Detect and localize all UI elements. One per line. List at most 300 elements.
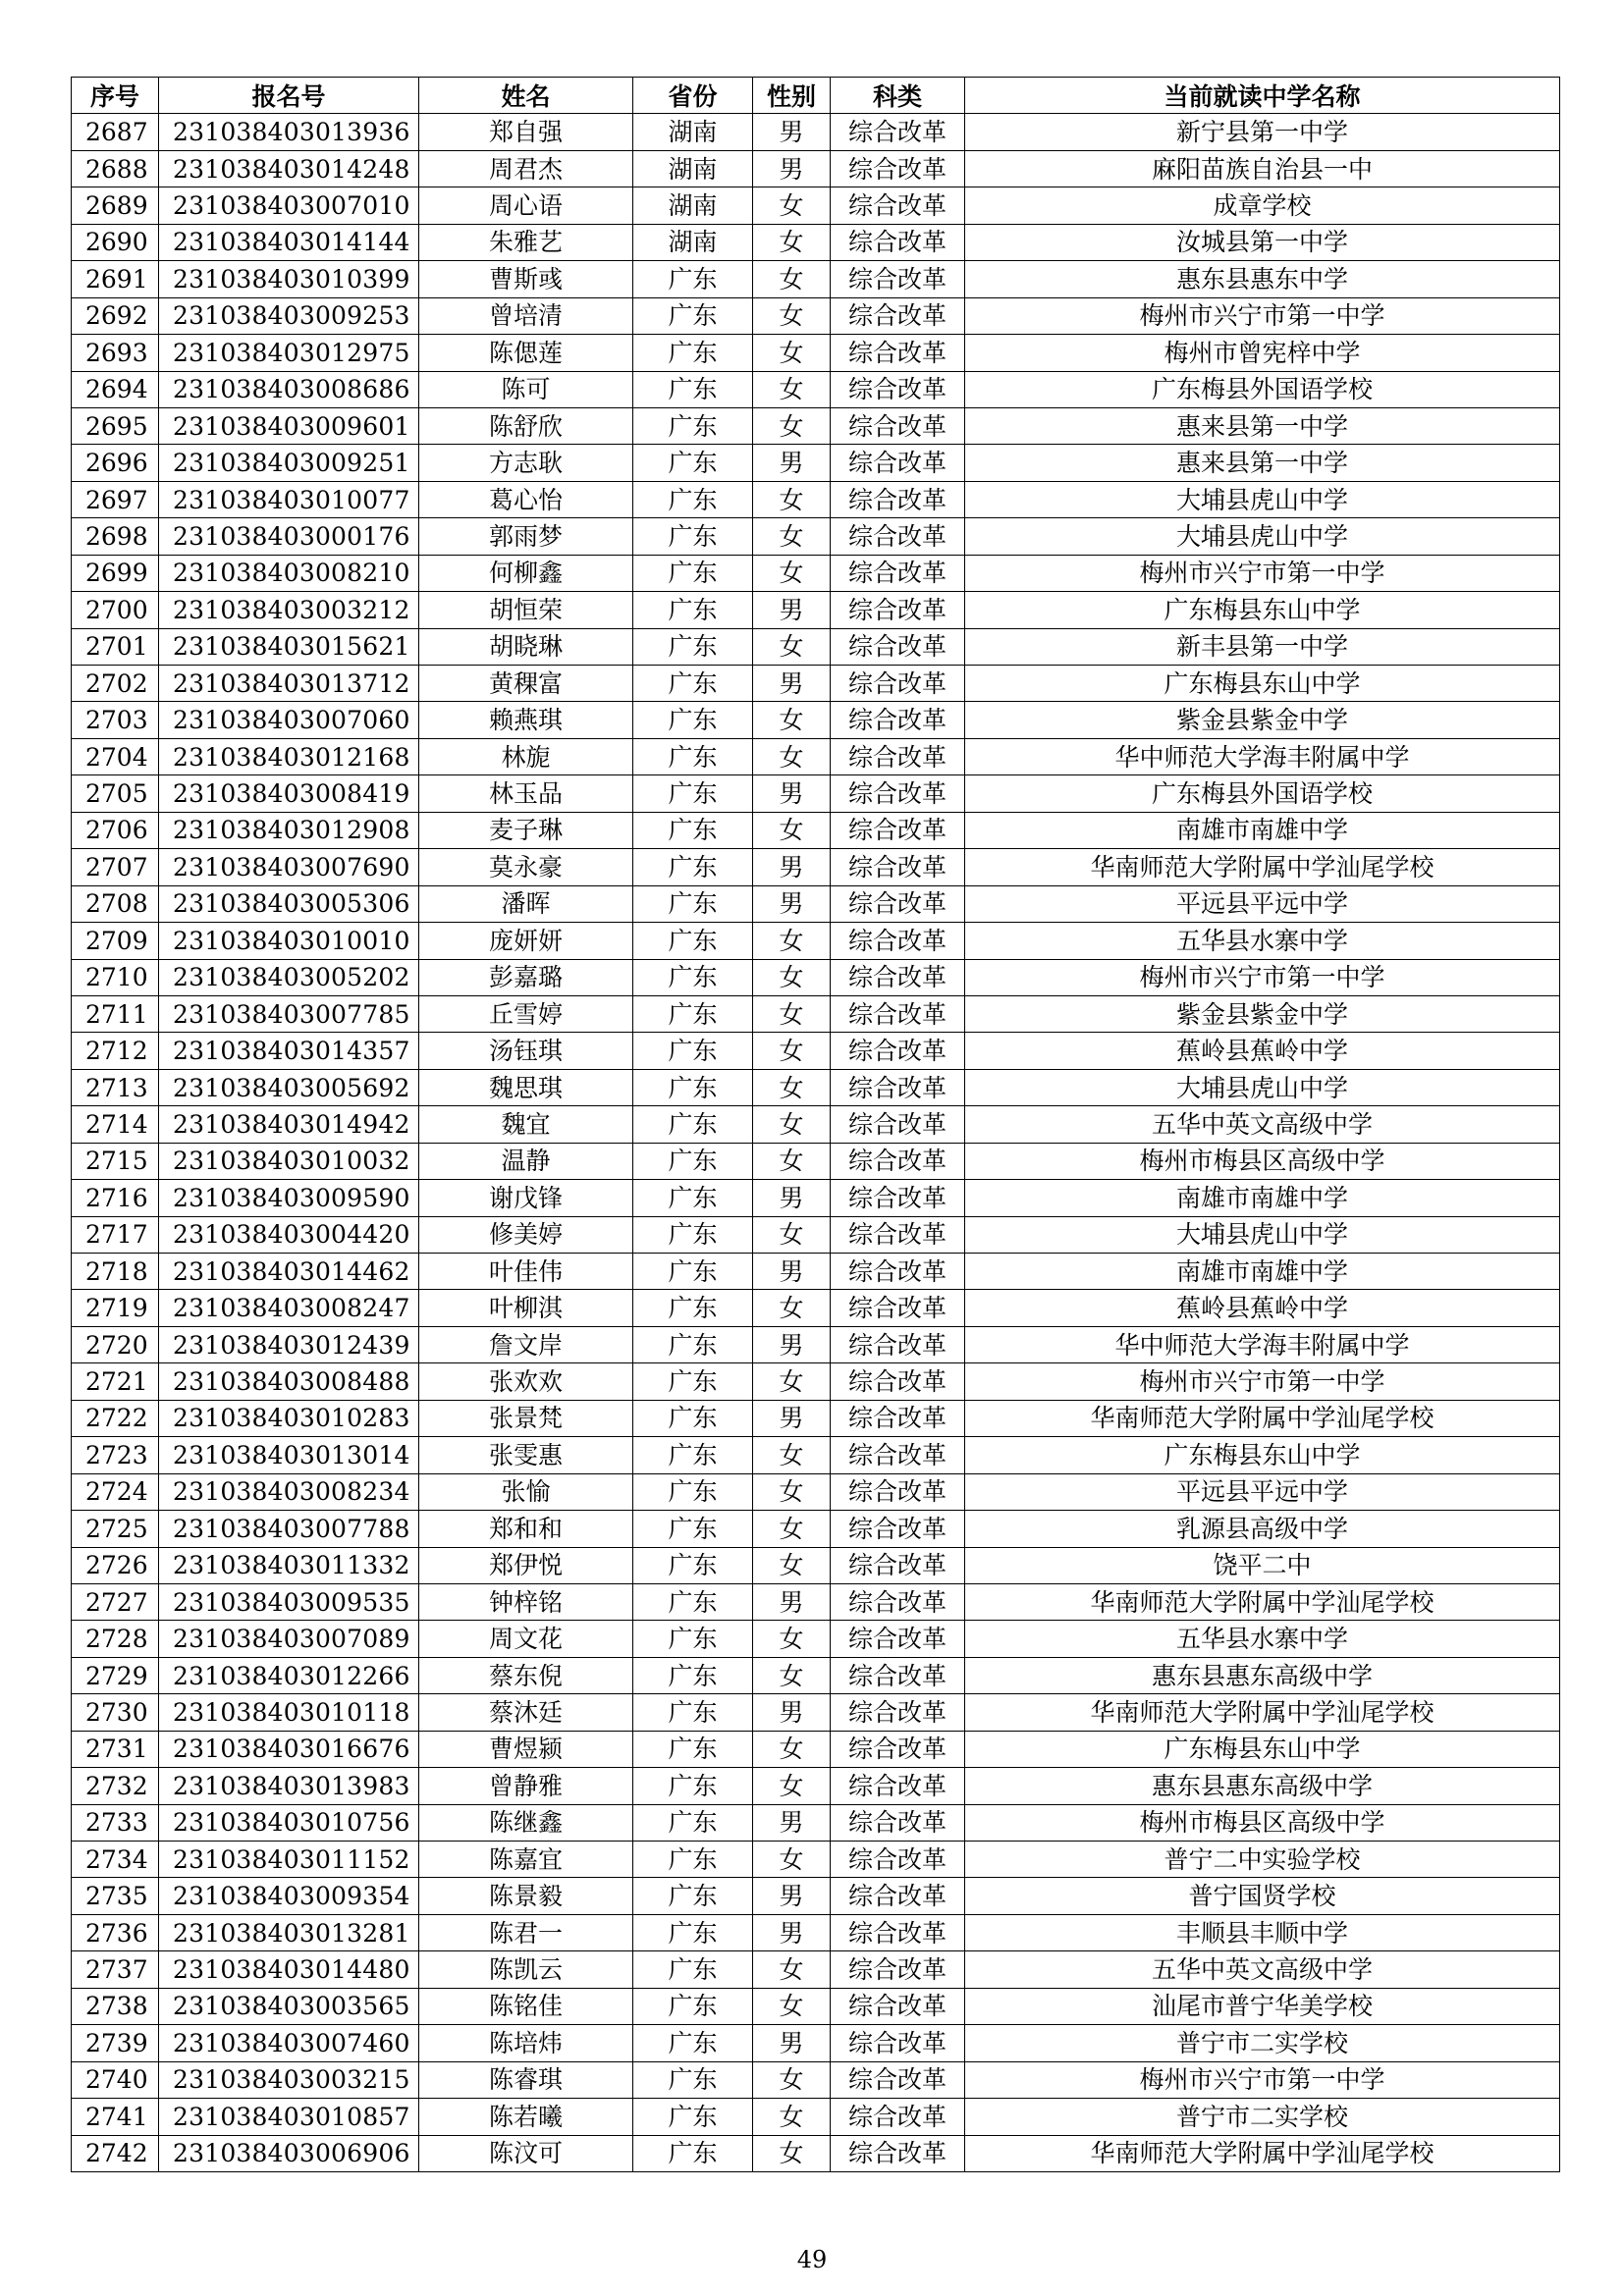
cell-province: 广东 bbox=[633, 1106, 753, 1143]
cell-gender: 女 bbox=[753, 1547, 831, 1583]
table-row bbox=[72, 775, 1560, 812]
cell-registration-no: 231038403005306 bbox=[159, 885, 419, 922]
cell-subject: 综合改革 bbox=[831, 224, 965, 260]
admission-list-table bbox=[71, 77, 1560, 2172]
cell-registration-no: 231038403010010 bbox=[159, 923, 419, 959]
cell-registration-no: 231038403000176 bbox=[159, 518, 419, 555]
cell-name: 修美婷 bbox=[419, 1216, 633, 1253]
cell-subject: 综合改革 bbox=[831, 1216, 965, 1253]
cell-school: 平远县平远中学 bbox=[965, 885, 1560, 922]
cell-registration-no: 231038403010077 bbox=[159, 481, 419, 517]
table-row bbox=[72, 1106, 1560, 1143]
cell-school: 广东梅县东山中学 bbox=[965, 666, 1560, 702]
cell-school: 五华县水寨中学 bbox=[965, 1621, 1560, 1657]
cell-seq: 2718 bbox=[72, 1254, 159, 1290]
cell-gender: 女 bbox=[753, 2135, 831, 2171]
cell-seq: 2695 bbox=[72, 407, 159, 444]
cell-name: 陈偲莲 bbox=[419, 335, 633, 371]
cell-name: 陈铭佳 bbox=[419, 1988, 633, 2024]
cell-registration-no: 231038403003212 bbox=[159, 592, 419, 628]
cell-school: 华中师范大学海丰附属中学 bbox=[965, 738, 1560, 774]
cell-registration-no: 231038403016676 bbox=[159, 1731, 419, 1767]
cell-name: 周心语 bbox=[419, 187, 633, 224]
cell-gender: 男 bbox=[753, 1804, 831, 1841]
cell-registration-no: 231038403015621 bbox=[159, 628, 419, 665]
cell-name: 周君杰 bbox=[419, 150, 633, 187]
cell-name: 张欢欢 bbox=[419, 1363, 633, 1400]
cell-name: 赖燕琪 bbox=[419, 702, 633, 738]
cell-registration-no: 231038403009253 bbox=[159, 297, 419, 334]
cell-name: 周文花 bbox=[419, 1621, 633, 1657]
cell-name: 魏思琪 bbox=[419, 1069, 633, 1105]
header-gender: 性别 bbox=[753, 78, 831, 114]
cell-gender: 女 bbox=[753, 1290, 831, 1326]
cell-school: 广东梅县外国语学校 bbox=[965, 371, 1560, 407]
cell-seq: 2713 bbox=[72, 1069, 159, 1105]
cell-seq: 2723 bbox=[72, 1437, 159, 1473]
cell-gender: 女 bbox=[753, 1069, 831, 1105]
cell-seq: 2717 bbox=[72, 1216, 159, 1253]
cell-province: 广东 bbox=[633, 923, 753, 959]
cell-subject: 综合改革 bbox=[831, 1511, 965, 1547]
cell-gender: 男 bbox=[753, 1180, 831, 1216]
cell-subject: 综合改革 bbox=[831, 666, 965, 702]
cell-province: 广东 bbox=[633, 812, 753, 848]
cell-name: 曾培清 bbox=[419, 297, 633, 334]
cell-subject: 综合改革 bbox=[831, 1033, 965, 1069]
cell-province: 广东 bbox=[633, 481, 753, 517]
cell-school: 华中师范大学海丰附属中学 bbox=[965, 1326, 1560, 1362]
cell-name: 温静 bbox=[419, 1143, 633, 1179]
cell-registration-no: 231038403008488 bbox=[159, 1363, 419, 1400]
cell-province: 广东 bbox=[633, 1216, 753, 1253]
cell-subject: 综合改革 bbox=[831, 555, 965, 591]
table-row bbox=[72, 1547, 1560, 1583]
cell-seq: 2737 bbox=[72, 1951, 159, 1988]
cell-subject: 综合改革 bbox=[831, 1583, 965, 1620]
cell-name: 谢戊锋 bbox=[419, 1180, 633, 1216]
cell-name: 张愉 bbox=[419, 1473, 633, 1510]
cell-subject: 综合改革 bbox=[831, 1437, 965, 1473]
cell-school: 平远县平远中学 bbox=[965, 1473, 1560, 1510]
cell-subject: 综合改革 bbox=[831, 923, 965, 959]
cell-gender: 男 bbox=[753, 592, 831, 628]
cell-province: 广东 bbox=[633, 775, 753, 812]
cell-registration-no: 231038403004420 bbox=[159, 1216, 419, 1253]
table-row bbox=[72, 592, 1560, 628]
cell-registration-no: 231038403012439 bbox=[159, 1326, 419, 1362]
cell-registration-no: 231038403008247 bbox=[159, 1290, 419, 1326]
cell-seq: 2687 bbox=[72, 114, 159, 150]
cell-name: 葛心怡 bbox=[419, 481, 633, 517]
cell-registration-no: 231038403009601 bbox=[159, 407, 419, 444]
cell-registration-no: 231038403008210 bbox=[159, 555, 419, 591]
cell-school: 汕尾市普宁华美学校 bbox=[965, 1988, 1560, 2024]
cell-school: 成章学校 bbox=[965, 187, 1560, 224]
header-name: 姓名 bbox=[419, 78, 633, 114]
cell-seq: 2740 bbox=[72, 2061, 159, 2098]
table-row bbox=[72, 407, 1560, 444]
cell-gender: 女 bbox=[753, 1106, 831, 1143]
cell-school: 普宁市二实学校 bbox=[965, 2025, 1560, 2061]
table-row bbox=[72, 738, 1560, 774]
cell-seq: 2706 bbox=[72, 812, 159, 848]
cell-province: 广东 bbox=[633, 959, 753, 995]
cell-gender: 女 bbox=[753, 261, 831, 297]
table-row bbox=[72, 1254, 1560, 1290]
cell-school: 惠东县惠东高级中学 bbox=[965, 1657, 1560, 1693]
cell-gender: 女 bbox=[753, 628, 831, 665]
cell-province: 湖南 bbox=[633, 187, 753, 224]
cell-subject: 综合改革 bbox=[831, 1290, 965, 1326]
cell-gender: 女 bbox=[753, 995, 831, 1032]
cell-province: 广东 bbox=[633, 1988, 753, 2024]
table-row bbox=[72, 518, 1560, 555]
cell-gender: 女 bbox=[753, 1731, 831, 1767]
header-row bbox=[72, 78, 1560, 114]
cell-school: 梅州市曾宪梓中学 bbox=[965, 335, 1560, 371]
cell-school: 华南师范大学附属中学汕尾学校 bbox=[965, 1583, 1560, 1620]
cell-name: 陈若曦 bbox=[419, 2099, 633, 2135]
table-row bbox=[72, 1842, 1560, 1878]
cell-registration-no: 231038403010857 bbox=[159, 2099, 419, 2135]
cell-province: 广东 bbox=[633, 1326, 753, 1362]
cell-province: 广东 bbox=[633, 1180, 753, 1216]
cell-seq: 2727 bbox=[72, 1583, 159, 1620]
cell-province: 广东 bbox=[633, 518, 753, 555]
cell-subject: 综合改革 bbox=[831, 1400, 965, 1436]
cell-province: 广东 bbox=[633, 1254, 753, 1290]
cell-school: 南雄市南雄中学 bbox=[965, 1180, 1560, 1216]
table-row bbox=[72, 1400, 1560, 1436]
cell-gender: 女 bbox=[753, 702, 831, 738]
cell-registration-no: 231038403007788 bbox=[159, 1511, 419, 1547]
cell-name: 莫永豪 bbox=[419, 849, 633, 885]
table-row bbox=[72, 297, 1560, 334]
cell-province: 广东 bbox=[633, 261, 753, 297]
cell-seq: 2732 bbox=[72, 1768, 159, 1804]
table-row bbox=[72, 1694, 1560, 1731]
cell-school: 新宁县第一中学 bbox=[965, 114, 1560, 150]
cell-seq: 2691 bbox=[72, 261, 159, 297]
cell-name: 叶柳淇 bbox=[419, 1290, 633, 1326]
cell-name: 陈舒欣 bbox=[419, 407, 633, 444]
cell-subject: 综合改革 bbox=[831, 1143, 965, 1179]
cell-school: 华南师范大学附属中学汕尾学校 bbox=[965, 1694, 1560, 1731]
cell-province: 广东 bbox=[633, 1804, 753, 1841]
cell-registration-no: 231038403009251 bbox=[159, 445, 419, 481]
table-row bbox=[72, 1988, 1560, 2024]
cell-subject: 综合改革 bbox=[831, 2135, 965, 2171]
cell-seq: 2739 bbox=[72, 2025, 159, 2061]
cell-name: 陈嘉宜 bbox=[419, 1842, 633, 1878]
cell-province: 广东 bbox=[633, 1473, 753, 1510]
cell-registration-no: 231038403007785 bbox=[159, 995, 419, 1032]
table-row bbox=[72, 1951, 1560, 1988]
cell-seq: 2728 bbox=[72, 1621, 159, 1657]
table-row bbox=[72, 224, 1560, 260]
cell-province: 广东 bbox=[633, 1657, 753, 1693]
table-row bbox=[72, 1914, 1560, 1950]
cell-subject: 综合改革 bbox=[831, 371, 965, 407]
cell-school: 大埔县虎山中学 bbox=[965, 481, 1560, 517]
cell-province: 广东 bbox=[633, 592, 753, 628]
cell-seq: 2690 bbox=[72, 224, 159, 260]
table-row bbox=[72, 1216, 1560, 1253]
cell-registration-no: 231038403007010 bbox=[159, 187, 419, 224]
cell-subject: 综合改革 bbox=[831, 187, 965, 224]
cell-registration-no: 231038403009354 bbox=[159, 1878, 419, 1914]
cell-seq: 2703 bbox=[72, 702, 159, 738]
cell-name: 詹文岸 bbox=[419, 1326, 633, 1362]
cell-gender: 男 bbox=[753, 1400, 831, 1436]
cell-subject: 综合改革 bbox=[831, 1657, 965, 1693]
cell-school: 蕉岭县蕉岭中学 bbox=[965, 1290, 1560, 1326]
cell-registration-no: 231038403007690 bbox=[159, 849, 419, 885]
cell-seq: 2738 bbox=[72, 1988, 159, 2024]
cell-seq: 2726 bbox=[72, 1547, 159, 1583]
cell-name: 庞妍妍 bbox=[419, 923, 633, 959]
cell-province: 广东 bbox=[633, 555, 753, 591]
cell-subject: 综合改革 bbox=[831, 1363, 965, 1400]
cell-name: 郭雨梦 bbox=[419, 518, 633, 555]
table-row bbox=[72, 2025, 1560, 2061]
cell-subject: 综合改革 bbox=[831, 592, 965, 628]
cell-gender: 女 bbox=[753, 555, 831, 591]
table-row bbox=[72, 371, 1560, 407]
cell-subject: 综合改革 bbox=[831, 335, 965, 371]
cell-seq: 2711 bbox=[72, 995, 159, 1032]
cell-gender: 男 bbox=[753, 666, 831, 702]
cell-subject: 综合改革 bbox=[831, 1914, 965, 1950]
cell-school: 广东梅县东山中学 bbox=[965, 1731, 1560, 1767]
cell-subject: 综合改革 bbox=[831, 1731, 965, 1767]
cell-name: 陈景毅 bbox=[419, 1878, 633, 1914]
cell-name: 陈培炜 bbox=[419, 2025, 633, 2061]
cell-subject: 综合改革 bbox=[831, 1069, 965, 1105]
cell-school: 梅州市兴宁市第一中学 bbox=[965, 2061, 1560, 2098]
cell-registration-no: 231038403007460 bbox=[159, 2025, 419, 2061]
cell-gender: 男 bbox=[753, 849, 831, 885]
cell-school: 五华中英文高级中学 bbox=[965, 1106, 1560, 1143]
cell-subject: 综合改革 bbox=[831, 2025, 965, 2061]
cell-seq: 2720 bbox=[72, 1326, 159, 1362]
cell-name: 叶佳伟 bbox=[419, 1254, 633, 1290]
cell-registration-no: 231038403010032 bbox=[159, 1143, 419, 1179]
cell-seq: 2694 bbox=[72, 371, 159, 407]
cell-name: 蔡沐廷 bbox=[419, 1694, 633, 1731]
table-row bbox=[72, 1768, 1560, 1804]
cell-school: 南雄市南雄中学 bbox=[965, 1254, 1560, 1290]
cell-registration-no: 231038403005202 bbox=[159, 959, 419, 995]
cell-seq: 2735 bbox=[72, 1878, 159, 1914]
cell-subject: 综合改革 bbox=[831, 959, 965, 995]
cell-province: 广东 bbox=[633, 885, 753, 922]
cell-gender: 女 bbox=[753, 1951, 831, 1988]
cell-subject: 综合改革 bbox=[831, 2099, 965, 2135]
cell-school: 梅州市兴宁市第一中学 bbox=[965, 297, 1560, 334]
cell-gender: 女 bbox=[753, 1768, 831, 1804]
cell-seq: 2742 bbox=[72, 2135, 159, 2171]
table-row bbox=[72, 1363, 1560, 1400]
header-subject: 科类 bbox=[831, 78, 965, 114]
cell-gender: 男 bbox=[753, 445, 831, 481]
cell-province: 广东 bbox=[633, 2061, 753, 2098]
cell-gender: 女 bbox=[753, 1216, 831, 1253]
cell-seq: 2700 bbox=[72, 592, 159, 628]
cell-name: 蔡东倪 bbox=[419, 1657, 633, 1693]
cell-gender: 女 bbox=[753, 959, 831, 995]
cell-province: 广东 bbox=[633, 297, 753, 334]
cell-registration-no: 231038403013712 bbox=[159, 666, 419, 702]
cell-province: 广东 bbox=[633, 1694, 753, 1731]
cell-registration-no: 231038403014480 bbox=[159, 1951, 419, 1988]
cell-school: 普宁二中实验学校 bbox=[965, 1842, 1560, 1878]
cell-name: 郑伊悦 bbox=[419, 1547, 633, 1583]
cell-name: 陈汶可 bbox=[419, 2135, 633, 2171]
cell-seq: 2696 bbox=[72, 445, 159, 481]
cell-province: 广东 bbox=[633, 1731, 753, 1767]
cell-gender: 女 bbox=[753, 2061, 831, 2098]
cell-name: 陈继鑫 bbox=[419, 1804, 633, 1841]
cell-name: 潘晖 bbox=[419, 885, 633, 922]
cell-subject: 综合改革 bbox=[831, 114, 965, 150]
cell-province: 广东 bbox=[633, 738, 753, 774]
cell-province: 广东 bbox=[633, 1069, 753, 1105]
cell-school: 五华县水寨中学 bbox=[965, 923, 1560, 959]
table-row bbox=[72, 555, 1560, 591]
cell-gender: 男 bbox=[753, 150, 831, 187]
cell-seq: 2699 bbox=[72, 555, 159, 591]
cell-seq: 2712 bbox=[72, 1033, 159, 1069]
table-row bbox=[72, 812, 1560, 848]
cell-province: 广东 bbox=[633, 1437, 753, 1473]
cell-name: 林玉品 bbox=[419, 775, 633, 812]
cell-name: 何柳鑫 bbox=[419, 555, 633, 591]
cell-school: 大埔县虎山中学 bbox=[965, 518, 1560, 555]
cell-subject: 综合改革 bbox=[831, 1988, 965, 2024]
cell-registration-no: 231038403009590 bbox=[159, 1180, 419, 1216]
table-row bbox=[72, 628, 1560, 665]
cell-gender: 女 bbox=[753, 1437, 831, 1473]
cell-province: 广东 bbox=[633, 1143, 753, 1179]
table-row bbox=[72, 666, 1560, 702]
cell-province: 广东 bbox=[633, 1768, 753, 1804]
cell-gender: 女 bbox=[753, 812, 831, 848]
cell-subject: 综合改革 bbox=[831, 481, 965, 517]
table-row bbox=[72, 923, 1560, 959]
cell-province: 广东 bbox=[633, 1914, 753, 1950]
cell-school: 普宁国贤学校 bbox=[965, 1878, 1560, 1914]
cell-name: 朱雅艺 bbox=[419, 224, 633, 260]
cell-registration-no: 231038403011152 bbox=[159, 1842, 419, 1878]
cell-school: 惠东县惠东高级中学 bbox=[965, 1768, 1560, 1804]
cell-school: 五华中英文高级中学 bbox=[965, 1951, 1560, 1988]
cell-subject: 综合改革 bbox=[831, 849, 965, 885]
cell-province: 广东 bbox=[633, 666, 753, 702]
cell-gender: 女 bbox=[753, 1511, 831, 1547]
cell-seq: 2715 bbox=[72, 1143, 159, 1179]
cell-gender: 男 bbox=[753, 1326, 831, 1362]
table-row bbox=[72, 481, 1560, 517]
header-seq: 序号 bbox=[72, 78, 159, 114]
cell-registration-no: 231038403007060 bbox=[159, 702, 419, 738]
cell-gender: 男 bbox=[753, 114, 831, 150]
cell-name: 黄稞富 bbox=[419, 666, 633, 702]
cell-school: 紫金县紫金中学 bbox=[965, 995, 1560, 1032]
table-row bbox=[72, 1878, 1560, 1914]
cell-seq: 2716 bbox=[72, 1180, 159, 1216]
cell-school: 饶平二中 bbox=[965, 1547, 1560, 1583]
table-row bbox=[72, 885, 1560, 922]
cell-gender: 女 bbox=[753, 407, 831, 444]
cell-province: 广东 bbox=[633, 1583, 753, 1620]
cell-gender: 女 bbox=[753, 1363, 831, 1400]
cell-seq: 2733 bbox=[72, 1804, 159, 1841]
cell-province: 广东 bbox=[633, 2099, 753, 2135]
table-row bbox=[72, 187, 1560, 224]
cell-name: 张雯惠 bbox=[419, 1437, 633, 1473]
cell-subject: 综合改革 bbox=[831, 885, 965, 922]
cell-gender: 女 bbox=[753, 224, 831, 260]
cell-subject: 综合改革 bbox=[831, 702, 965, 738]
table-row bbox=[72, 261, 1560, 297]
header-registration-no: 报名号 bbox=[159, 78, 419, 114]
cell-province: 广东 bbox=[633, 1363, 753, 1400]
table-row bbox=[72, 1804, 1560, 1841]
cell-registration-no: 231038403013014 bbox=[159, 1437, 419, 1473]
table-row bbox=[72, 1511, 1560, 1547]
cell-subject: 综合改革 bbox=[831, 1473, 965, 1510]
cell-school: 惠东县惠东中学 bbox=[965, 261, 1560, 297]
cell-subject: 综合改革 bbox=[831, 297, 965, 334]
table-row bbox=[72, 1033, 1560, 1069]
cell-province: 广东 bbox=[633, 445, 753, 481]
cell-registration-no: 231038403010756 bbox=[159, 1804, 419, 1841]
cell-seq: 2693 bbox=[72, 335, 159, 371]
cell-subject: 综合改革 bbox=[831, 775, 965, 812]
cell-province: 广东 bbox=[633, 1033, 753, 1069]
cell-registration-no: 231038403013936 bbox=[159, 114, 419, 150]
cell-province: 广东 bbox=[633, 1951, 753, 1988]
cell-seq: 2708 bbox=[72, 885, 159, 922]
table-row bbox=[72, 150, 1560, 187]
cell-province: 广东 bbox=[633, 995, 753, 1032]
cell-school: 丰顺县丰顺中学 bbox=[965, 1914, 1560, 1950]
cell-school: 惠来县第一中学 bbox=[965, 407, 1560, 444]
cell-name: 曹斯彧 bbox=[419, 261, 633, 297]
cell-subject: 综合改革 bbox=[831, 1694, 965, 1731]
header-province: 省份 bbox=[633, 78, 753, 114]
cell-school: 华南师范大学附属中学汕尾学校 bbox=[965, 2135, 1560, 2171]
cell-gender: 男 bbox=[753, 2025, 831, 2061]
cell-seq: 2734 bbox=[72, 1842, 159, 1878]
cell-subject: 综合改革 bbox=[831, 518, 965, 555]
cell-gender: 女 bbox=[753, 371, 831, 407]
cell-seq: 2698 bbox=[72, 518, 159, 555]
cell-seq: 2741 bbox=[72, 2099, 159, 2135]
cell-school: 广东梅县东山中学 bbox=[965, 1437, 1560, 1473]
cell-name: 胡恒荣 bbox=[419, 592, 633, 628]
cell-subject: 综合改革 bbox=[831, 261, 965, 297]
cell-name: 林旎 bbox=[419, 738, 633, 774]
table-row bbox=[72, 1180, 1560, 1216]
cell-name: 陈可 bbox=[419, 371, 633, 407]
cell-registration-no: 231038403008686 bbox=[159, 371, 419, 407]
cell-province: 湖南 bbox=[633, 150, 753, 187]
cell-school: 华南师范大学附属中学汕尾学校 bbox=[965, 849, 1560, 885]
cell-subject: 综合改革 bbox=[831, 812, 965, 848]
